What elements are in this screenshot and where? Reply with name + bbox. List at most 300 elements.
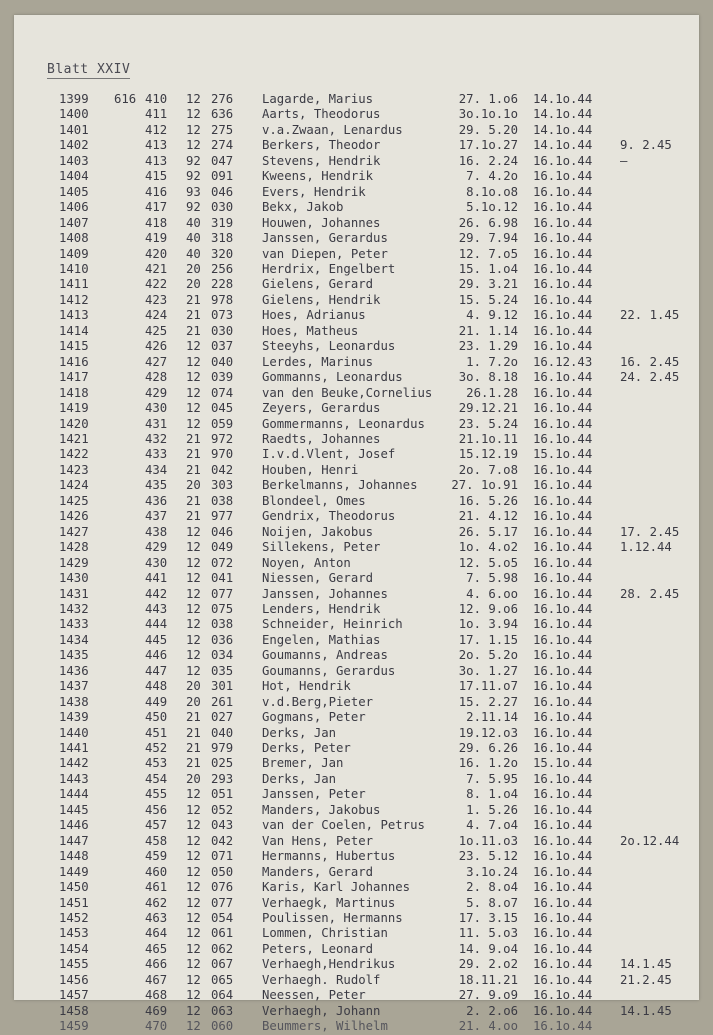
col-c: 40 xyxy=(186,215,201,230)
table-row xyxy=(0,988,713,1003)
col-b: 430 xyxy=(145,401,168,416)
person-name: Kweens, Hendrik xyxy=(262,169,374,184)
person-name: Noijen, Jakobus xyxy=(262,524,374,539)
table-row xyxy=(0,1004,713,1019)
col-d: 038 xyxy=(211,617,234,632)
entry-date: 16.1o.44 xyxy=(533,710,593,725)
col-b: 410 xyxy=(145,92,168,106)
row-number: 1443 xyxy=(59,771,89,786)
table-row xyxy=(0,695,713,710)
release-date: 14.1.45 xyxy=(620,957,672,972)
col-d: 320 xyxy=(211,246,234,261)
birth-date: 1o. 3.94 xyxy=(458,617,518,632)
birth-date: 8.1o.o8 xyxy=(466,184,518,199)
person-name: Hot, Hendrik xyxy=(262,679,351,694)
row-number: 1445 xyxy=(59,802,89,817)
col-b: 464 xyxy=(145,926,168,941)
col-d: 274 xyxy=(211,138,234,153)
entry-date: 16.1o.44 xyxy=(533,771,593,786)
page-header: Blatt XXIV xyxy=(47,62,131,77)
birth-date: 23. 5.12 xyxy=(458,849,518,864)
col-a: 616 xyxy=(114,92,137,106)
entry-date: 16.1o.44 xyxy=(533,153,593,168)
col-d: 035 xyxy=(211,663,234,678)
birth-date: 29. 3.21 xyxy=(458,277,518,292)
row-number: 1449 xyxy=(59,864,89,879)
person-name: Manders, Gerard xyxy=(262,864,374,879)
row-number: 1435 xyxy=(59,648,89,663)
birth-date: 2.11.14 xyxy=(466,710,518,725)
col-c: 12 xyxy=(186,864,201,879)
table-row xyxy=(0,1019,713,1034)
col-d: 034 xyxy=(211,648,234,663)
table-row xyxy=(0,587,713,602)
row-number: 1459 xyxy=(59,1019,89,1034)
col-b: 447 xyxy=(145,663,168,678)
row-number: 1431 xyxy=(59,586,89,601)
row-number: 1454 xyxy=(59,941,89,956)
row-number: 1425 xyxy=(59,493,89,508)
col-c: 21 xyxy=(186,447,201,462)
birth-date: 23. 1.29 xyxy=(458,339,518,354)
birth-date: 16. 1.2o xyxy=(458,756,518,771)
col-c: 92 xyxy=(186,153,201,168)
entry-date: 14.1o.44 xyxy=(533,107,593,122)
table-row xyxy=(0,787,713,802)
entry-date: 16.1o.44 xyxy=(533,370,593,385)
col-c: 12 xyxy=(186,833,201,848)
table-row xyxy=(0,401,713,416)
entry-date: 16.1o.44 xyxy=(533,215,593,230)
person-name: Hoes, Adrianus xyxy=(262,308,366,323)
table-row xyxy=(0,138,713,153)
col-d: 040 xyxy=(211,725,234,740)
birth-date: 15.12.19 xyxy=(458,447,518,462)
row-number: 1411 xyxy=(59,277,89,292)
col-b: 418 xyxy=(145,215,168,230)
row-number: 1412 xyxy=(59,292,89,307)
row-number: 1440 xyxy=(59,725,89,740)
table-row xyxy=(0,355,713,370)
table-row xyxy=(0,231,713,246)
col-b: 413 xyxy=(145,153,168,168)
person-name: Raedts, Johannes xyxy=(262,431,381,446)
col-d: 071 xyxy=(211,849,234,864)
col-c: 20 xyxy=(186,771,201,786)
col-d: 043 xyxy=(211,818,234,833)
entry-date: 16.1o.44 xyxy=(533,277,593,292)
birth-date: 1. 5.26 xyxy=(466,802,518,817)
birth-date: 3o.1o.1o xyxy=(458,107,518,122)
col-b: 449 xyxy=(145,694,168,709)
table-row xyxy=(0,772,713,787)
person-name: Berkers, Theodor xyxy=(262,138,381,153)
row-number: 1410 xyxy=(59,261,89,276)
col-c: 12 xyxy=(186,416,201,431)
table-row xyxy=(0,648,713,663)
col-b: 417 xyxy=(145,200,168,215)
person-name: Aarts, Theodorus xyxy=(262,107,381,122)
entry-date: 16.1o.44 xyxy=(533,493,593,508)
col-b: 423 xyxy=(145,292,168,307)
person-name: Niessen, Gerard xyxy=(262,571,374,586)
col-b: 437 xyxy=(145,509,168,524)
birth-date: 17. 3.15 xyxy=(458,911,518,926)
person-name: Steeyhs, Leonardus xyxy=(262,339,396,354)
col-d: 039 xyxy=(211,370,234,385)
row-number: 1447 xyxy=(59,833,89,848)
col-d: 228 xyxy=(211,277,234,292)
col-c: 12 xyxy=(186,401,201,416)
col-b: 469 xyxy=(145,1003,168,1018)
person-name: van der Coelen, Petrus xyxy=(262,818,425,833)
col-b: 426 xyxy=(145,339,168,354)
entry-date: 16.1o.44 xyxy=(533,200,593,215)
entry-date: 14.1o.44 xyxy=(533,92,593,106)
col-b: 455 xyxy=(145,787,168,802)
birth-date: 12. 9.o6 xyxy=(458,601,518,616)
col-d: 036 xyxy=(211,632,234,647)
col-c: 21 xyxy=(186,431,201,446)
col-c: 20 xyxy=(186,679,201,694)
col-b: 422 xyxy=(145,277,168,292)
table-row xyxy=(0,293,713,308)
birth-date: 2o. 5.2o xyxy=(458,648,518,663)
col-b: 443 xyxy=(145,601,168,616)
col-d: 077 xyxy=(211,586,234,601)
entry-date: 16.1o.44 xyxy=(533,231,593,246)
col-b: 421 xyxy=(145,261,168,276)
row-number: 1407 xyxy=(59,215,89,230)
row-number: 1414 xyxy=(59,323,89,338)
entry-date: 16.1o.44 xyxy=(533,849,593,864)
table-row xyxy=(0,216,713,231)
col-c: 12 xyxy=(186,540,201,555)
col-b: 450 xyxy=(145,710,168,725)
row-number: 1424 xyxy=(59,478,89,493)
col-d: 293 xyxy=(211,771,234,786)
col-d: 059 xyxy=(211,416,234,431)
release-date: 24. 2.45 xyxy=(620,370,680,385)
release-date: 22. 1.45 xyxy=(620,308,680,323)
col-b: 412 xyxy=(145,122,168,137)
row-number: 1429 xyxy=(59,555,89,570)
birth-date: 21.1o.11 xyxy=(458,431,518,446)
person-name: Gendrix, Theodorus xyxy=(262,509,396,524)
col-d: 318 xyxy=(211,231,234,246)
birth-date: 26. 5.17 xyxy=(458,524,518,539)
entry-date: 16.1o.44 xyxy=(533,509,593,524)
col-c: 12 xyxy=(186,524,201,539)
col-d: 977 xyxy=(211,509,234,524)
row-number: 1444 xyxy=(59,787,89,802)
table-row xyxy=(0,92,713,107)
col-c: 20 xyxy=(186,694,201,709)
entry-date: 16.1o.44 xyxy=(533,617,593,632)
col-d: 052 xyxy=(211,802,234,817)
entry-date: 16.1o.44 xyxy=(533,431,593,446)
person-name: Janssen, Johannes xyxy=(262,586,388,601)
col-d: 970 xyxy=(211,447,234,462)
person-name: Herdrix, Engelbert xyxy=(262,261,396,276)
col-d: 261 xyxy=(211,694,234,709)
col-d: 051 xyxy=(211,787,234,802)
table-row xyxy=(0,370,713,385)
col-c: 12 xyxy=(186,957,201,972)
person-name: Derks, Peter xyxy=(262,741,351,756)
person-name: Gielens, Gerard xyxy=(262,277,374,292)
col-b: 432 xyxy=(145,431,168,446)
col-d: 046 xyxy=(211,524,234,539)
table-row xyxy=(0,525,713,540)
birth-date: 4. 6.oo xyxy=(466,586,518,601)
col-c: 40 xyxy=(186,231,201,246)
row-number: 1436 xyxy=(59,663,89,678)
entry-date: 16.1o.44 xyxy=(533,385,593,400)
row-number: 1458 xyxy=(59,1003,89,1018)
release-date: 9. 2.45 xyxy=(620,138,672,153)
release-date: — xyxy=(620,153,628,168)
person-name: Houwen, Johannes xyxy=(262,215,381,230)
table-row xyxy=(0,478,713,493)
entry-date: 16.1o.44 xyxy=(533,571,593,586)
table-row xyxy=(0,741,713,756)
person-name: Manders, Jakobus xyxy=(262,802,381,817)
col-d: 319 xyxy=(211,215,234,230)
person-name: Gogmans, Peter xyxy=(262,710,366,725)
col-c: 12 xyxy=(186,385,201,400)
birth-date: 5. 8.o7 xyxy=(466,895,518,910)
col-b: 429 xyxy=(145,540,168,555)
table-row xyxy=(0,556,713,571)
birth-date: 15. 2.27 xyxy=(458,694,518,709)
col-b: 429 xyxy=(145,385,168,400)
col-d: 972 xyxy=(211,431,234,446)
col-d: 074 xyxy=(211,385,234,400)
birth-date: 27. 9.o9 xyxy=(458,988,518,1003)
table-row xyxy=(0,664,713,679)
birth-date: 21. 4.oo xyxy=(458,1019,518,1034)
col-d: 276 xyxy=(211,92,234,106)
row-number: 1433 xyxy=(59,617,89,632)
person-name: Poulissen, Hermanns xyxy=(262,911,403,926)
person-name: Lommen, Christian xyxy=(262,926,388,941)
row-number: 1456 xyxy=(59,972,89,987)
person-name: Lagarde, Marius xyxy=(262,92,374,106)
row-number: 1408 xyxy=(59,231,89,246)
col-d: 054 xyxy=(211,911,234,926)
col-c: 12 xyxy=(186,1019,201,1034)
row-number: 1437 xyxy=(59,679,89,694)
person-name: Engelen, Mathias xyxy=(262,632,381,647)
person-name: Hermanns, Hubertus xyxy=(262,849,396,864)
col-b: 465 xyxy=(145,941,168,956)
col-c: 12 xyxy=(186,555,201,570)
entry-date: 16.1o.44 xyxy=(533,679,593,694)
person-name: Stevens, Hendrik xyxy=(262,153,381,168)
birth-date: 21. 4.12 xyxy=(458,509,518,524)
table-row xyxy=(0,154,713,169)
birth-date: 15. 1.o4 xyxy=(458,261,518,276)
entry-date: 16.1o.44 xyxy=(533,941,593,956)
birth-date: 3o. 1.27 xyxy=(458,663,518,678)
col-d: 065 xyxy=(211,972,234,987)
col-c: 12 xyxy=(186,802,201,817)
col-d: 030 xyxy=(211,200,234,215)
col-b: 457 xyxy=(145,818,168,833)
col-d: 042 xyxy=(211,462,234,477)
row-number: 1446 xyxy=(59,818,89,833)
col-b: 442 xyxy=(145,586,168,601)
col-d: 050 xyxy=(211,864,234,879)
person-name: Beummers, Wilhelm xyxy=(262,1019,388,1034)
col-b: 420 xyxy=(145,246,168,261)
col-b: 468 xyxy=(145,988,168,1003)
col-d: 045 xyxy=(211,401,234,416)
col-c: 20 xyxy=(186,261,201,276)
entry-date: 16.1o.44 xyxy=(533,725,593,740)
col-c: 12 xyxy=(186,92,201,106)
entry-date: 16.1o.44 xyxy=(533,802,593,817)
birth-date: 29. 6.26 xyxy=(458,741,518,756)
col-d: 275 xyxy=(211,122,234,137)
entry-date: 16.1o.44 xyxy=(533,555,593,570)
row-number: 1438 xyxy=(59,694,89,709)
entry-date: 16.1o.44 xyxy=(533,540,593,555)
col-b: 458 xyxy=(145,833,168,848)
birth-date: 29. 5.20 xyxy=(458,122,518,137)
entry-date: 16.1o.44 xyxy=(533,169,593,184)
col-c: 12 xyxy=(186,972,201,987)
person-name: Houben, Henri xyxy=(262,462,359,477)
row-number: 1455 xyxy=(59,957,89,972)
col-b: 415 xyxy=(145,169,168,184)
col-c: 40 xyxy=(186,246,201,261)
table-row xyxy=(0,726,713,741)
col-c: 12 xyxy=(186,138,201,153)
col-c: 12 xyxy=(186,601,201,616)
person-name: Hoes, Matheus xyxy=(262,323,359,338)
entry-date: 16.1o.44 xyxy=(533,261,593,276)
row-number: 1426 xyxy=(59,509,89,524)
table-row xyxy=(0,463,713,478)
person-name: Schneider, Heinrich xyxy=(262,617,403,632)
person-name: Neessen, Peter xyxy=(262,988,366,1003)
entry-date: 16.1o.44 xyxy=(533,926,593,941)
col-c: 12 xyxy=(186,354,201,369)
col-c: 12 xyxy=(186,632,201,647)
table-row xyxy=(0,633,713,648)
entry-date: 16.1o.44 xyxy=(533,694,593,709)
table-row xyxy=(0,602,713,617)
row-number: 1418 xyxy=(59,385,89,400)
col-c: 12 xyxy=(186,880,201,895)
row-number: 1432 xyxy=(59,601,89,616)
person-name: Gommermanns, Leonardus xyxy=(262,416,425,431)
birth-date: 17.1o.27 xyxy=(458,138,518,153)
birth-date: 18.11.21 xyxy=(458,972,518,987)
col-b: 433 xyxy=(145,447,168,462)
birth-date: 2o. 7.o8 xyxy=(458,462,518,477)
birth-date: 29. 2.o2 xyxy=(458,957,518,972)
col-b: 448 xyxy=(145,679,168,694)
entry-date: 16.1o.44 xyxy=(533,524,593,539)
table-row xyxy=(0,957,713,972)
col-c: 12 xyxy=(186,941,201,956)
birth-date: 15. 5.24 xyxy=(458,292,518,307)
row-number: 1419 xyxy=(59,401,89,416)
col-b: 411 xyxy=(145,107,168,122)
person-name: Goumanns, Andreas xyxy=(262,648,388,663)
col-b: 424 xyxy=(145,308,168,323)
row-number: 1452 xyxy=(59,911,89,926)
table-row xyxy=(0,509,713,524)
row-number: 1448 xyxy=(59,849,89,864)
table-row xyxy=(0,710,713,725)
person-name: Goumanns, Gerardus xyxy=(262,663,396,678)
entry-date: 16.1o.44 xyxy=(533,323,593,338)
col-b: 453 xyxy=(145,756,168,771)
birth-date: 16. 2.24 xyxy=(458,153,518,168)
table-row xyxy=(0,942,713,957)
person-name: Karis, Karl Johannes xyxy=(262,880,411,895)
col-b: 462 xyxy=(145,895,168,910)
col-b: 434 xyxy=(145,462,168,477)
col-d: 979 xyxy=(211,741,234,756)
col-c: 12 xyxy=(186,787,201,802)
table-row xyxy=(0,200,713,215)
release-date: 16. 2.45 xyxy=(620,354,680,369)
entry-date: 14.1o.44 xyxy=(533,138,593,153)
col-c: 21 xyxy=(186,323,201,338)
table-row xyxy=(0,277,713,292)
table-row xyxy=(0,262,713,277)
row-number: 1415 xyxy=(59,339,89,354)
col-d: 027 xyxy=(211,710,234,725)
col-b: 425 xyxy=(145,323,168,338)
entry-date: 16.1o.44 xyxy=(533,818,593,833)
row-number: 1457 xyxy=(59,988,89,1003)
col-c: 12 xyxy=(186,895,201,910)
entry-date: 16.1o.44 xyxy=(533,648,593,663)
col-b: 470 xyxy=(145,1019,168,1034)
person-name: Bekx, Jakob xyxy=(262,200,344,215)
row-number: 1399 xyxy=(59,92,89,106)
birth-date: 1. 7.2o xyxy=(466,354,518,369)
entry-date: 16.1o.44 xyxy=(533,586,593,601)
col-c: 12 xyxy=(186,849,201,864)
table-row xyxy=(0,818,713,833)
birth-date: 8. 1.o4 xyxy=(466,787,518,802)
table-row xyxy=(0,865,713,880)
col-c: 12 xyxy=(186,370,201,385)
row-number: 1406 xyxy=(59,200,89,215)
person-name: Zeyers, Gerardus xyxy=(262,401,381,416)
entry-date: 14.1o.44 xyxy=(533,122,593,137)
row-number: 1402 xyxy=(59,138,89,153)
birth-date: 7. 5.95 xyxy=(466,771,518,786)
col-d: 025 xyxy=(211,756,234,771)
register-table xyxy=(0,92,713,1035)
col-b: 454 xyxy=(145,771,168,786)
entry-date: 16.1o.44 xyxy=(533,741,593,756)
col-b: 456 xyxy=(145,802,168,817)
col-b: 416 xyxy=(145,184,168,199)
row-number: 1442 xyxy=(59,756,89,771)
col-b: 413 xyxy=(145,138,168,153)
entry-date: 16.1o.44 xyxy=(533,478,593,493)
col-d: 060 xyxy=(211,1019,234,1034)
